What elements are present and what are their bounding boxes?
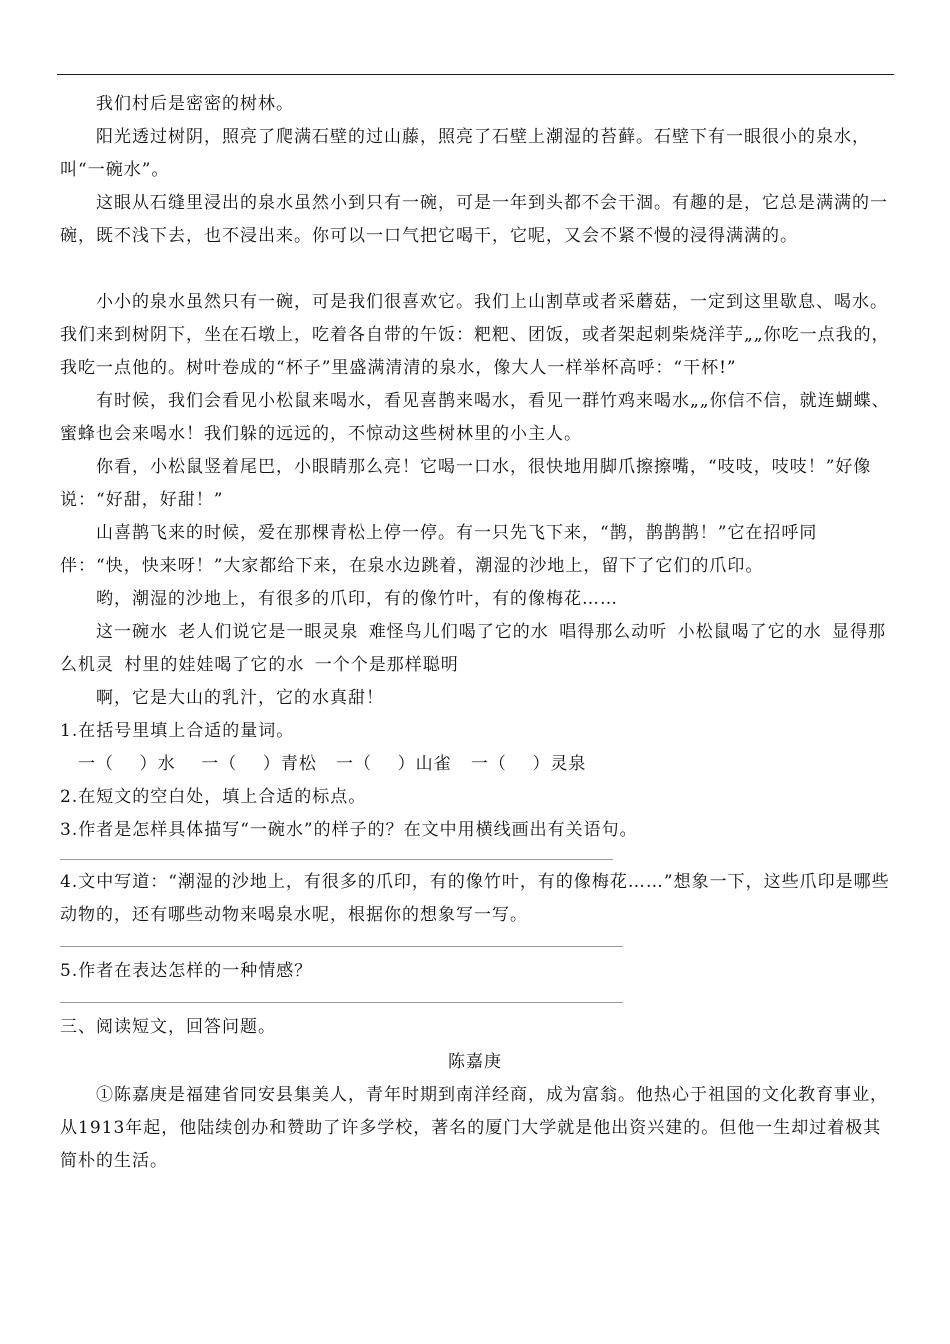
passage-paragraph-8: 哟，潮湿的沙地上，有很多的爪印，有的像竹叶，有的像梅花…… — [96, 589, 618, 609]
passage-paragraph-6: 你看，小松鼠竖着尾巴，小眼睛那么亮！它喝一口水，很快地用脚爪擦擦嘴，“吱吱，吱吱！”好像说：“好甜，好甜！” — [60, 457, 872, 510]
article-paragraph-1: ①陈嘉庚是福建省同安县集美人，青年时期到南洋经商，成为富翁。他热心于祖国的文化教育事业，从1913年起，他陆续创办和赞助了许多学校，著名的厦门大学就是他出资兴建的。但他一生却过着极其简朴的生活。 — [60, 1085, 888, 1171]
question-3: 3.作者是怎样具体描写“一碗水”的样子的？在文中用横线画出有关语句。 — [60, 820, 638, 840]
answer-line-3[interactable] — [60, 847, 613, 860]
passage-paragraph-1: 我们村后是密密的树林。 — [96, 94, 294, 114]
question-1-items: 一（ ）水 一（ ）青松 一（ ）山雀 一（ ）灵泉 — [78, 754, 587, 774]
answer-line-5[interactable] — [60, 988, 623, 1003]
document-body — [60, 88, 890, 1178]
header-rule — [57, 74, 894, 75]
question-1: 1.在括号里填上合适的量词。 — [60, 721, 295, 741]
passage-paragraph-9-blanks: 这一碗水 老人们说它是一眼灵泉 难怪鸟儿们喝了它的水 唱得那么动听 小松鼠喝了它的水 显得那么机灵 村里的娃娃喝了它的水 一个个是那样聪明 — [60, 622, 887, 675]
section-3-heading: 三、阅读短文，回答问题。 — [60, 1017, 276, 1037]
question-5: 5.作者在表达怎样的一种情感？ — [60, 961, 313, 981]
article-title: 陈嘉庚 — [448, 1052, 502, 1072]
passage-paragraph-4: 小小的泉水虽然只有一碗，可是我们很喜欢它。我们上山割草或者采蘑菇，一定到这里歇息、喝水。我们来到树阴下，坐在石墩上，吃着各自带的午饭：粑粑、团饭，或者架起刺柴烧洋芋„„你吃一点我的，我吃一点他的。树叶卷成的“杯子”里盛满清清的泉水，像大人一样举杯高呼：“干杯!” — [60, 292, 890, 378]
passage-paragraph-3: 这眼从石缝里浸出的泉水虽然小到只有一碗，可是一年到头都不会干涸。有趣的是，它总是满满的一碗，既不浅下去，也不浸出来。你可以一口气把它喝干，它呢，又会不紧不慢的浸得满满的。 — [60, 193, 888, 246]
passage-paragraph-10: 啊，它是大山的乳汁，它的水真甜！ — [96, 688, 384, 708]
passage-paragraph-7: 山喜鹊飞来的时候，爱在那棵青松上停一停。有一只先飞下来，“鹊，鹊鹊鹊！”它在招呼同伴：“快，快来呀！”大家都给下来，在泉水边跳着，潮湿的沙地上，留下了它们的爪印。 — [60, 523, 818, 576]
answer-line-4[interactable] — [60, 932, 623, 947]
passage-paragraph-2: 阳光透过树阴，照亮了爬满石壁的过山藤，照亮了石壁上潮湿的苔藓。石壁下有一眼很小的泉水，叫“一碗水”。 — [60, 127, 870, 180]
question-2: 2.在短文的空白处，填上合适的标点。 — [60, 787, 367, 807]
question-4: 4.文中写道：“潮湿的沙地上，有很多的爪印，有的像竹叶，有的像梅花……”想象一下，这些爪印是哪些动物的，还有哪些动物来喝泉水呢，根据你的想象写一写。 — [60, 872, 890, 925]
passage-paragraph-5: 有时候，我们会看见小松鼠来喝水，看见喜鹊来喝水，看见一群竹鸡来喝水„„你信不信，就连蝴蝶、蜜蜂也会来喝水！我们躲的远远的，不惊动这些树林里的小主人。 — [60, 391, 890, 444]
